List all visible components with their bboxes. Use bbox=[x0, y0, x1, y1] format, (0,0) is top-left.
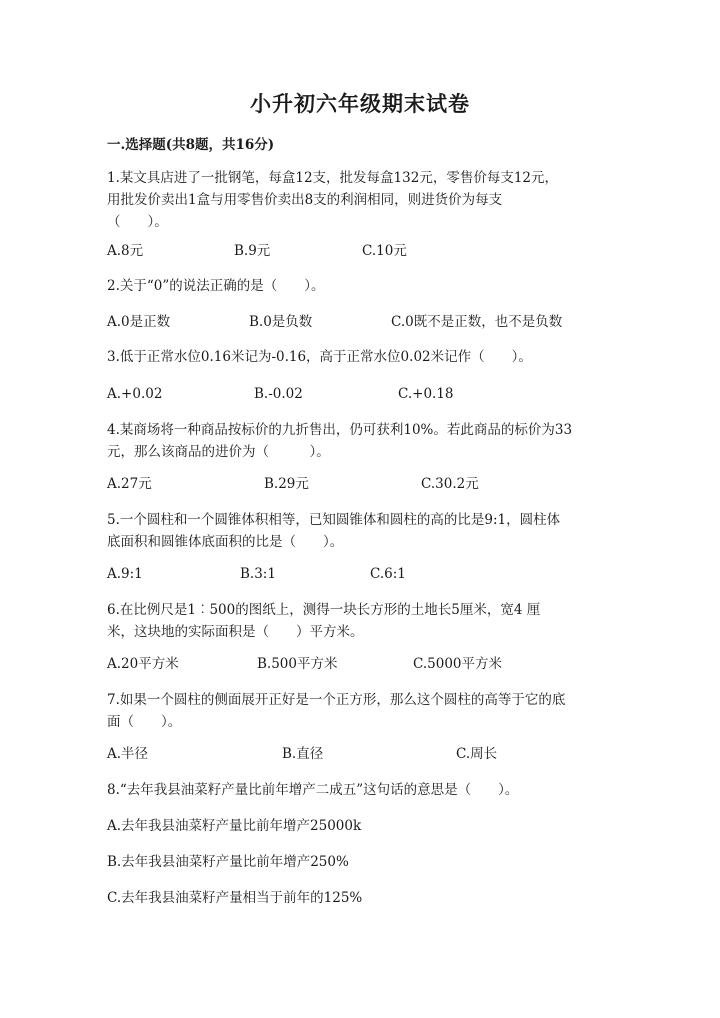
question-line: 底面积和圆锥体底面积的比是（ ）。 bbox=[107, 534, 344, 550]
question-line: （ ）。 bbox=[107, 214, 168, 230]
option-a[interactable]: A.9:1 bbox=[107, 566, 143, 582]
question-line: 7.如果一个圆柱的侧面展开正好是一个正方形，那么这个圆柱的高等于它的底 bbox=[107, 692, 566, 708]
options-1 bbox=[107, 240, 617, 262]
question-3 bbox=[107, 346, 617, 368]
options-4 bbox=[107, 473, 617, 495]
option-c[interactable]: C.0既不是正数，也不是负数 bbox=[391, 314, 563, 330]
option-b[interactable]: B.3:1 bbox=[240, 566, 276, 582]
option-c[interactable]: C.去年我县油菜籽产量相当于前年的125% bbox=[107, 890, 363, 906]
option-b[interactable]: B.直径 bbox=[282, 746, 324, 762]
option-b[interactable]: B.9元 bbox=[234, 243, 271, 259]
question-2 bbox=[107, 275, 617, 297]
option-a[interactable]: A.20平方米 bbox=[107, 656, 179, 672]
option-c[interactable]: C.+0.18 bbox=[398, 386, 454, 402]
option-b[interactable]: B.去年我县油菜籽产量比前年增产250% bbox=[107, 854, 349, 870]
question-line: 2.关于“0”的说法正确的是（ ）。 bbox=[107, 278, 325, 294]
option-b[interactable]: B.500平方米 bbox=[257, 656, 338, 672]
option-c[interactable]: C.周长 bbox=[456, 746, 498, 762]
question-line: 6.在比例尺是1︰500的图纸上，测得一块长方形的土地长5厘米，宽4 厘 bbox=[107, 602, 541, 618]
option-b[interactable]: B.29元 bbox=[264, 476, 309, 492]
option-b[interactable]: B.0是负数 bbox=[249, 314, 313, 330]
question-line: 5.一个圆柱和一个圆锥体积相等，已知圆锥体和圆柱的高的比是9:1，圆柱体 bbox=[107, 512, 561, 528]
option-a[interactable]: A.去年我县油菜籽产量比前年增产25000k bbox=[107, 818, 362, 834]
question-line: 4.某商场将一种商品按标价的九折售出，仍可获利10%。若此商品的标价为33 bbox=[107, 422, 573, 438]
question-line: 1.某文具店进了一批钢笔，每盒12支，批发每盒132元，零售价每支12元， bbox=[107, 170, 559, 186]
option-c[interactable]: C.6:1 bbox=[370, 566, 406, 582]
options-5 bbox=[107, 563, 617, 585]
question-7 bbox=[107, 689, 617, 733]
option-c[interactable]: C.10元 bbox=[362, 243, 407, 259]
question-4 bbox=[107, 419, 617, 463]
option-a[interactable]: A.27元 bbox=[107, 476, 152, 492]
options-2 bbox=[107, 311, 617, 333]
question-6 bbox=[107, 599, 617, 643]
option-a[interactable]: A.0是正数 bbox=[107, 314, 171, 330]
question-5 bbox=[107, 509, 617, 553]
option-b[interactable]: B.-0.02 bbox=[254, 386, 303, 402]
page-title: 小升初六年级期末试卷 bbox=[250, 91, 470, 116]
question-line: 米，这块地的实际面积是（ ）平方米。 bbox=[107, 624, 364, 640]
options-7 bbox=[107, 743, 617, 765]
question-8 bbox=[107, 779, 617, 801]
option-c[interactable]: C.5000平方米 bbox=[413, 656, 502, 672]
option-a[interactable]: A.8元 bbox=[107, 243, 144, 259]
option-a[interactable]: A.半径 bbox=[107, 746, 149, 762]
question-line: 面（ ）。 bbox=[107, 714, 182, 730]
option-a[interactable]: A.+0.02 bbox=[107, 386, 163, 402]
options-6 bbox=[107, 653, 617, 675]
section-heading: 一.选择题(共8题，共16分) bbox=[107, 137, 275, 153]
option-c[interactable]: C.30.2元 bbox=[421, 476, 479, 492]
question-line: 3.低于正常水位0.16米记为-0.16，高于正常水位0.02米记作（ ）。 bbox=[107, 349, 532, 365]
question-line: 8.“去年我县油菜籽产量比前年增产二成五”这句话的意思是（ ）。 bbox=[107, 782, 519, 798]
options-3 bbox=[107, 383, 617, 405]
question-1 bbox=[107, 167, 617, 233]
question-line: 用批发价卖出1盒与用零售价卖出8支的利润相同，则进货价为每支 bbox=[107, 192, 503, 208]
question-line: 元，那么该商品的进价为（ ）。 bbox=[107, 444, 330, 460]
